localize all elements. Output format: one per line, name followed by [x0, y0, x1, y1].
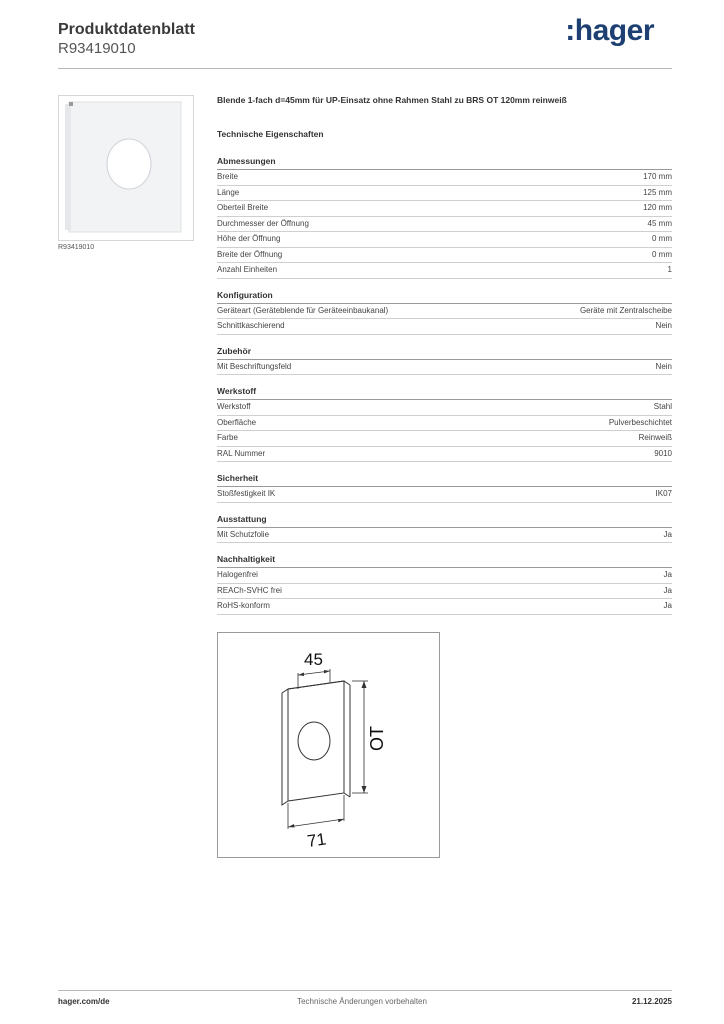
- property-row: [217, 400, 672, 416]
- property-value: 170 mm: [643, 172, 672, 181]
- property-row: [217, 319, 672, 335]
- group-title: Ausstattung: [217, 513, 672, 528]
- group-title: Sicherheit: [217, 472, 672, 487]
- product-title: Blende 1-fach d=45mm für UP-Einsatz ohne Rahmen Stahl zu BRS OT 120mm reinweiß: [217, 95, 567, 105]
- group-spacer: [217, 279, 672, 289]
- property-group: [217, 385, 672, 462]
- property-label: Höhe der Öffnung: [217, 234, 281, 243]
- property-label: RAL Nummer: [217, 448, 266, 458]
- property-value: Stahl: [653, 402, 672, 411]
- group-spacer: [217, 543, 672, 553]
- property-row: [217, 170, 672, 186]
- property-label: Anzahl Einheiten: [217, 265, 278, 274]
- property-value: Ja: [663, 529, 672, 539]
- product-image: [58, 95, 194, 241]
- property-value: Ja: [663, 570, 672, 579]
- property-row: [217, 599, 672, 615]
- footer-website[interactable]: hager.com/de: [58, 997, 110, 1006]
- property-value: 9010: [654, 448, 672, 458]
- logo-text: hager: [574, 14, 654, 47]
- property-row: [217, 248, 672, 264]
- property-value: 125 mm: [643, 187, 672, 197]
- footer-disclaimer: Technische Änderungen vorbehalten: [297, 997, 427, 1006]
- dim-top-label: 45: [304, 650, 323, 669]
- property-label: Geräteart (Geräteblende für Geräteeinbaukanal): [217, 305, 389, 315]
- property-label: Farbe: [217, 433, 238, 442]
- property-label: Halogenfrei: [217, 570, 258, 579]
- property-value: Ja: [663, 601, 672, 610]
- property-label: RoHS-konform: [217, 601, 270, 610]
- group-title: Konfiguration: [217, 289, 672, 304]
- property-label: REACh-SVHC frei: [217, 585, 282, 595]
- property-label: Oberfläche: [217, 417, 257, 427]
- group-spacer: [217, 335, 672, 345]
- property-value: Pulverbeschichtet: [608, 417, 672, 427]
- property-row: [217, 487, 672, 503]
- property-row: [217, 360, 672, 376]
- property-group: [217, 553, 672, 615]
- property-label: Breite: [217, 172, 238, 181]
- property-label: Schnittkaschierend: [217, 321, 285, 330]
- property-label: Breite der Öffnung: [217, 249, 283, 259]
- property-label: Oberteil Breite: [217, 203, 269, 212]
- footer-date: 21.12.2025: [631, 997, 672, 1006]
- dim-bottom-label: 71: [305, 829, 328, 851]
- property-value: Ja: [663, 585, 672, 595]
- product-photo-icon: [59, 96, 193, 240]
- logo-dots-icon: :: [565, 14, 575, 47]
- header-divider: [58, 68, 672, 69]
- property-row: [217, 201, 672, 217]
- property-value: 1: [667, 265, 672, 274]
- property-value: 0 mm: [652, 249, 672, 259]
- group-title: Nachhaltigkeit: [217, 553, 672, 568]
- property-group: [217, 513, 672, 544]
- property-group: [217, 289, 672, 335]
- cover-plate-drawing-icon: [218, 633, 439, 857]
- property-row: [217, 217, 672, 233]
- article-number: R93419010: [58, 40, 136, 57]
- property-value: 0 mm: [652, 234, 672, 243]
- property-group: [217, 345, 672, 376]
- property-row: [217, 447, 672, 463]
- property-groups: [217, 155, 672, 615]
- property-label: Länge: [217, 187, 240, 197]
- property-row: [217, 584, 672, 600]
- property-label: Durchmesser der Öffnung: [217, 218, 309, 228]
- tech-heading: Technische Eigenschaften: [217, 129, 324, 139]
- property-row: [217, 263, 672, 279]
- property-row: [217, 186, 672, 202]
- property-row: [217, 232, 672, 248]
- property-row: [217, 568, 672, 584]
- property-value: Geräte mit Zentralscheibe: [579, 305, 672, 315]
- property-group: [217, 472, 672, 503]
- property-value: Reinweiß: [638, 433, 672, 442]
- group-spacer: [217, 462, 672, 472]
- property-value: IK07: [655, 489, 672, 498]
- property-label: Mit Schutzfolie: [217, 529, 270, 539]
- group-title: Abmessungen: [217, 155, 672, 170]
- dim-side-label: OT: [367, 726, 387, 751]
- property-label: Werkstoff: [217, 402, 251, 411]
- property-value: 120 mm: [643, 203, 672, 212]
- property-row: [217, 431, 672, 447]
- group-title: Zubehör: [217, 345, 672, 360]
- property-value: 45 mm: [647, 218, 672, 228]
- property-label: Stoßfestigkeit IK: [217, 489, 276, 498]
- property-row: [217, 416, 672, 432]
- technical-drawing: [217, 632, 440, 858]
- property-label: Mit Beschriftungsfeld: [217, 361, 292, 371]
- property-value: Nein: [655, 321, 672, 330]
- property-row: [217, 304, 672, 320]
- property-row: [217, 528, 672, 544]
- main-content: [217, 95, 672, 643]
- property-group: [217, 155, 672, 279]
- page-title: Produktdatenblatt: [58, 21, 195, 38]
- group-spacer: [217, 503, 672, 513]
- group-title: Werkstoff: [217, 385, 672, 400]
- property-value: Nein: [655, 361, 672, 371]
- footer-divider: [58, 990, 672, 991]
- hager-logo[interactable]: [565, 14, 654, 48]
- image-caption: R93419010: [58, 244, 95, 251]
- group-spacer: [217, 375, 672, 385]
